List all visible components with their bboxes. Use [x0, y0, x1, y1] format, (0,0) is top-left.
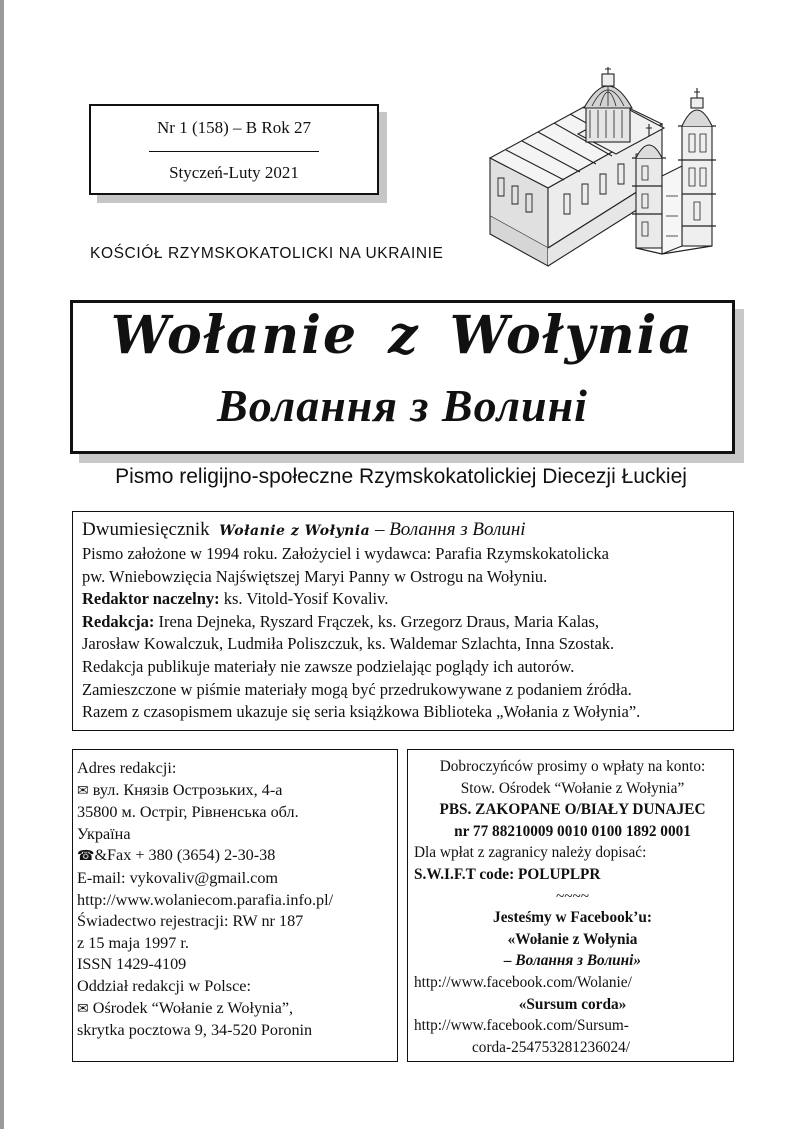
editor-name: ks. Vitold-Yosif Kovaliv.	[219, 589, 389, 609]
envelope-icon: ✉	[77, 782, 89, 799]
info-line: Razem z czasopismem ukazuje się seria książkowa Biblioteka „Wołania z Wołynia”.	[82, 702, 641, 722]
info-line: Pismo założone w 1994 roku. Założyciel i wydawca: Parafia Rzymskokatolicka	[82, 544, 609, 563]
donation-account: nr 77 88210009 0010 0100 1892 0001	[454, 822, 691, 840]
info-mag-pl: Wołanie z Wołynia	[219, 523, 371, 539]
poland-org-line	[77, 998, 397, 1021]
info-heading	[82, 518, 727, 543]
facebook-link-wolanie: http://www.facebook.com/Wolanie/	[414, 973, 632, 991]
editor-label: Redaktor naczelny:	[82, 589, 220, 609]
editor-line	[82, 588, 727, 611]
title-ukrainian: Волання з Волині	[217, 380, 588, 431]
sursum-corda-heading: «Sursum corda»	[518, 995, 627, 1013]
staff-line	[82, 611, 727, 634]
info-line: Jarosław Kowalczuk, Ludmiła Poliszczuk, ks. Waldemar Szlachta, Inna Szostak.	[82, 634, 615, 654]
staff-names: Irena Dejneka, Ryszard Frączek, ks. Grzegorz Draus, Maria Kalas,	[154, 611, 600, 631]
address-city: 35800 м. Острiг, Рiвненська обл.	[77, 803, 299, 822]
issue-box	[89, 104, 379, 195]
subtitle: Pismo religijno-społeczne Rzymskokatolickiej Diecezji Łuckiej	[115, 465, 687, 488]
donation-request: Dobroczyńców prosimy o wpłaty na konto:	[439, 758, 706, 775]
donation-recipient: Stow. Ośrodek “Wołanie z Wołynia”	[460, 779, 685, 797]
page-edge-rule	[0, 0, 4, 1129]
donation-box	[407, 749, 734, 1062]
facebook-title-ua: – Волання з Волині»	[503, 952, 642, 970]
donation-swift: S.W.I.F.T code: POLUPLPR	[414, 865, 601, 883]
info-line: Zamieszczone w piśmie materiały mogą być przedrukowywane z podaniem źródła.	[82, 679, 632, 699]
phone-number: &Fax + 380 (3654) 2-30-38	[94, 846, 276, 865]
church-tagline: KOŚCIÓŁ RZYMSKOKATOLICKI NA UKRAINIE	[90, 245, 444, 262]
issn-line: ISSN 1429-4109	[77, 955, 187, 974]
publisher-info-box	[72, 511, 734, 731]
address-country: Україна	[77, 824, 131, 843]
masthead	[70, 300, 735, 454]
address-street-line	[77, 780, 397, 803]
facebook-link-sursum-cont: corda-254753281236024/	[472, 1038, 631, 1056]
info-line: Redakcja publikuje materiały nie zawsze podzielając poglądy ich autorów.	[82, 656, 575, 676]
website-link: http://www.wolaniecom.parafia.info.pl/	[77, 890, 334, 909]
telephone-icon: ☎	[77, 848, 95, 865]
poland-org: Ośrodek “Wołanie z Wołynia”,	[92, 998, 294, 1017]
donation-abroad: Dla wpłat z zagranicy należy dopisać:	[414, 844, 647, 862]
staff-label: Redakcja:	[82, 611, 155, 631]
donation-bank: PBS. ZAKOPANE O/BIAŁY DUNAJEC	[439, 801, 706, 819]
info-mag-ua: – Волання з Волині	[374, 519, 526, 540]
phone-line	[77, 845, 397, 868]
separator: ~~~~	[555, 887, 590, 905]
facebook-link-sursum: http://www.facebook.com/Sursum-	[414, 1017, 629, 1035]
issue-divider	[149, 151, 319, 152]
address-heading: Adres redakcji:	[77, 759, 177, 777]
issue-number: Nr 1 (158) – B Rok 27	[157, 118, 311, 137]
poland-box: skrytka pocztowa 9, 34-520 Poronin	[77, 1021, 313, 1040]
info-line: pw. Wniebowzięcia Najświętszej Maryi Panny w Ostrogu na Wołyniu.	[82, 566, 548, 586]
facebook-title-pl: «Wołanie z Wołynia	[507, 930, 638, 948]
registration-line: Świadectwo rejestracji: RW nr 187	[77, 912, 304, 931]
issue-date: Styczeń-Luty 2021	[169, 163, 299, 182]
address-street: вул. Князів Острозьких, 4-а	[92, 780, 283, 799]
envelope-icon: ✉	[77, 1000, 89, 1017]
email-line: E-mail: vykovaliv@gmail.com	[77, 868, 279, 887]
registration-date: z 15 maja 1997 r.	[77, 933, 189, 952]
facebook-heading: Jesteśmy w Facebook’u:	[493, 909, 652, 927]
poland-heading: Oddział redakcji w Polsce:	[77, 976, 251, 995]
address-box	[72, 749, 398, 1062]
church-illustration	[486, 66, 724, 272]
info-kind: Dwumiesięcznik	[82, 519, 210, 540]
title-polish: Wołanie z Wołynia	[110, 305, 695, 366]
